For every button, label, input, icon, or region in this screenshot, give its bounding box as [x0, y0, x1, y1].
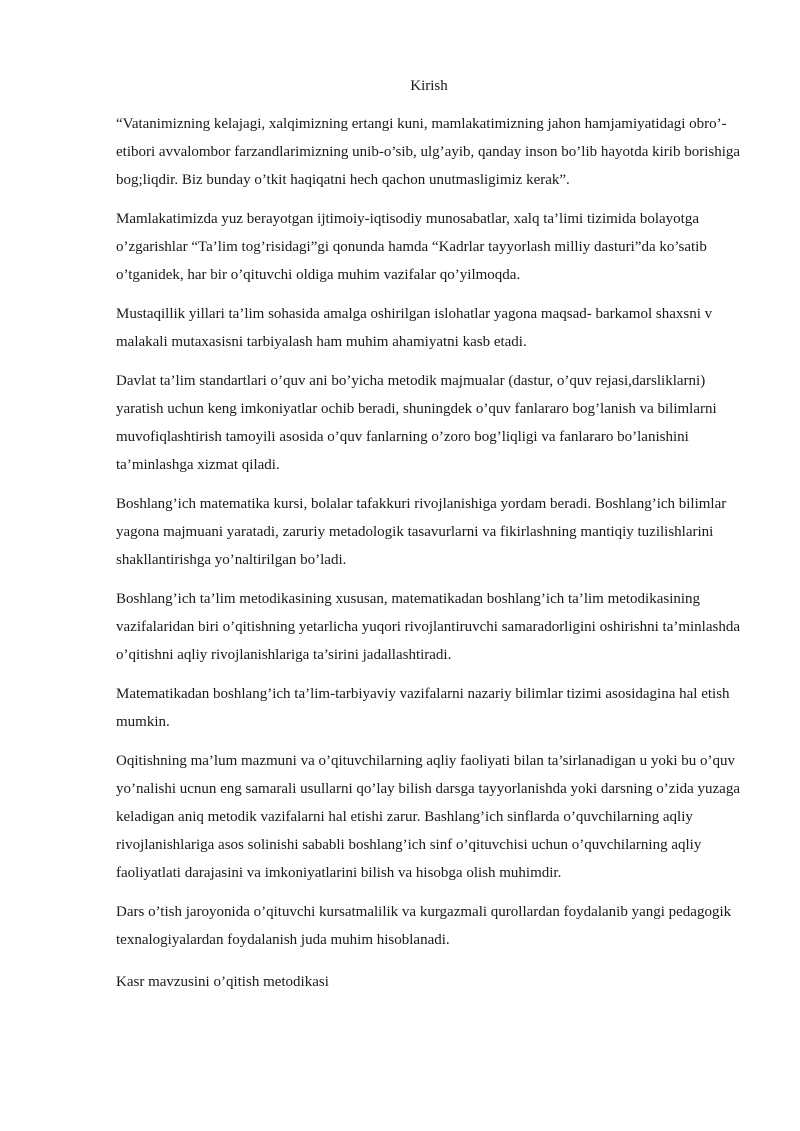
paragraph: Oqitishning ma’lum mazmuni va o’qituvchilarning aqliy faoliyati bilan ta’sirlanadigan u yoki bu o’quv yo’nalishi ucnun eng samarali usullarni qo’lay bilish darsga tayyorlanishda yoki darsning o’zida yuzaga keladigan aniq metodik vazifalarni hal etishi zarur. Bashlang’ich sinflarda o’quvchilarning aqliy rivojlanishlariga asos solinishi sababli boshlang’ich sinf o’qituvchisi uchun o’quvchilarning aqliy faoliyatlati darajasini va imkoniyatlarini bilish va hisobga olish muhimdir. — [116, 753, 741, 881]
paragraph: Boshlang’ich matematika kursi, bolalar tafakkuri rivojlanishiga yordam beradi. Boshlang’ich bilimlar yagona majmuani yaratadi, zaruriy metadologik tasavurlarni va fikirlashning mantiqiy tuzilishlarini shakllantirishga yo’naltirilgan bo’ladi. — [116, 496, 727, 568]
page-title: Kirish — [410, 78, 448, 94]
paragraph: Dars o’tish jaroyonida o’qituvchi kursatmalilik va kurgazmali qurollardan foydalanib yangi pedagogik texnalogiyalardan foydalanish juda muhim hisoblanadi. — [116, 904, 732, 948]
document-body — [116, 110, 748, 1007]
section-heading: Kasr mavzusini o’qitish metodikasi — [116, 974, 329, 990]
paragraph: Matematikadan boshlang’ich ta’lim-tarbiyaviy vazifalarni nazariy bilimlar tizimi asosidagina hal etish mumkin. — [116, 686, 730, 730]
paragraph: Mamlakatimizda yuz berayotgan ijtimoiy-iqtisodiy munosabatlar, xalq ta’limi tizimida bolayotga o’zgarishlar “Ta’lim tog’risidagi”gi qonunda hamda “Kadrlar tayyorlash milliy dasturi”da ko’satib o’tganidek, har bir o’qituvchi oldiga muhim vazifalar qo’yilmoqda. — [116, 211, 707, 283]
paragraph: Davlat ta’lim standartlari o’quv ani bo’yicha metodik majmualar (dastur, o’quv rejasi,darsliklarni) yaratish uchun keng imkoniyatlar ochib beradi, shuningdek o’quv fanlararo bog’lanish va bilimlarni muvofiqlashtirish tamoyili asosida o’quv fanlarning o’zoro bog’liqligi va fanlararo bo’lanishini ta’minlashga xizmat qiladi. — [116, 373, 717, 473]
paragraph: Mustaqillik yillari ta’lim sohasida amalga oshirilgan islohatlar yagona maqsad- barkamol shaxsni v malakali mutaxasisni tarbiyalash ham muhim ahamiyatni kasb etadi. — [116, 306, 713, 350]
paragraph-quote: “Vatanimizning kelajagi, xalqimizning ertangi kuni, mamlakatimizning jahon hamjamiyatidagi obro’-etibori avvalombor farzandlarimizning unib-o’sib, ulg’ayib, qanday inson bo’lib hayotda kirib borishiga bog;liqdir. Biz bunday o’tkit haqiqatni hech qachon unutmasligimiz kerak”. — [116, 116, 741, 188]
paragraph: Boshlang’ich ta’lim metodikasining xususan, matematikadan boshlang’ich ta’lim metodikasining vazifalaridan biri o’qitishning yetarlicha yuqori rivojlantiruvchi samaradorligini oshirishni ta’minlashda o’qitishni aqliy rivojlanishlariga ta’sirini jadallashtiradi. — [116, 591, 741, 663]
